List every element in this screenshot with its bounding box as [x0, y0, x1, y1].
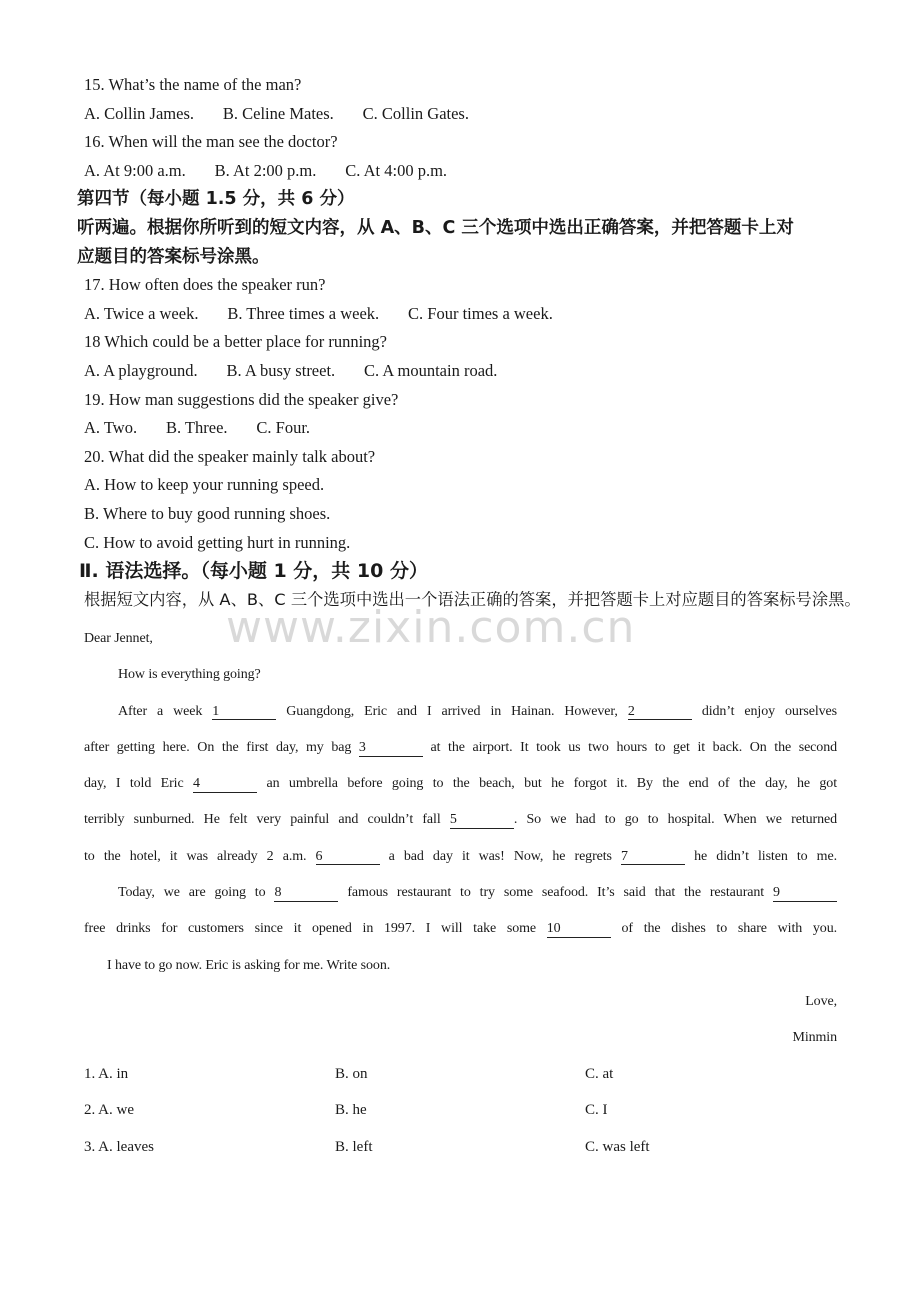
- choice-row: [84, 1056, 874, 1092]
- option-a: 3. A. leaves: [84, 1138, 154, 1155]
- letter-line: After a week 1 Guangdong, Eric and I arrived in Hainan. However, 2 didn’t enjoy ourselves: [118, 703, 837, 719]
- cloze-blank: 9: [773, 886, 837, 902]
- option-a: 2. A. we: [84, 1102, 134, 1119]
- letter-line: after getting here. On the first day, my bag 3 at the airport. It took us two hours to get it back. On the second: [84, 739, 837, 755]
- letter-line: day, I told Eric 4 an umbrella before going to the beach, but he forgot it. By the end of the day, he got: [84, 776, 837, 792]
- option-a: 1. A. in: [84, 1066, 129, 1082]
- text-line: 应题目的答案标号涂黑。: [77, 246, 270, 267]
- letter-line: free drinks for customers since it opened in 1997. I will take some 10 of the dishes to share with you.: [84, 921, 837, 937]
- cloze-blank: 7: [621, 850, 685, 866]
- letter-line: terribly sunburned. He felt very painful and couldn’t fall 5 . So we had to go to hospital. When we returned: [84, 812, 837, 828]
- watermark: www.zixin.com.cn: [226, 602, 636, 653]
- cloze-blank: 1: [212, 705, 276, 721]
- letter-line: to the hotel, it was already 2 a.m. 6 a bad day it was! Now, he regrets 7 he didn’t listen to me.: [84, 848, 837, 864]
- choice-row: [84, 1129, 874, 1165]
- letter-line: How is everything going?: [118, 667, 261, 683]
- cloze-letter-section: [84, 621, 837, 1057]
- text-line: 15. What’s the name of the man?: [84, 75, 302, 94]
- letter-line: Dear Jennet,: [84, 631, 153, 646]
- cloze-blank: 2: [628, 705, 692, 721]
- text-line: 16. When will the man see the doctor?: [84, 132, 338, 152]
- letter-line: I have to go now. Eric is asking for me. Write soon.: [107, 957, 391, 973]
- letter-line: Minmin: [792, 1030, 837, 1046]
- text-line: A. Two. B. Three. C. Four.: [84, 418, 311, 438]
- text-line: 19. How man suggestions did the speaker give?: [84, 389, 399, 409]
- text-line: 17. How often does the speaker run?: [84, 275, 326, 295]
- text-line: 第四节（每小题 1.5 分，共 6 分）: [77, 189, 355, 210]
- listening-questions-section: [77, 71, 908, 614]
- text-line: A. How to keep your running speed.: [84, 475, 325, 495]
- text-line: A. Collin James. B. Celine Mates. C. Collin Gates.: [84, 103, 469, 123]
- text-line: 听两遍。根据你所听到的短文内容，从 A、B、C 三个选项中选出正确答案，并把答题卡上对: [77, 217, 794, 238]
- option-c: C. I: [585, 1102, 608, 1119]
- option-b: B. on: [335, 1066, 368, 1082]
- answer-choices-section: [84, 1056, 874, 1165]
- cloze-blank: 8: [274, 886, 338, 902]
- text-line: A. Twice a week. B. Three times a week. C. Four times a week.: [84, 303, 553, 323]
- option-c: C. was left: [585, 1138, 650, 1155]
- option-b: B. he: [335, 1102, 367, 1119]
- cloze-blank: 10: [547, 922, 611, 938]
- text-line: B. Where to buy good running shoes.: [84, 503, 331, 523]
- letter-line: Today, we are going to 8 famous restaurant to try some seafood. It’s said that the restaurant 9: [84, 875, 837, 911]
- cloze-blank: 4: [193, 777, 257, 793]
- text-line: A. A playground. B. A busy street. C. A mountain road.: [84, 360, 498, 380]
- cloze-blank: 3: [359, 741, 423, 757]
- text-line: 20. What did the speaker mainly talk about?: [84, 446, 376, 466]
- text-line: A. At 9:00 a.m. B. At 2:00 p.m. C. At 4:00 p.m.: [84, 160, 448, 180]
- option-b: B. left: [335, 1138, 373, 1155]
- text-line: 根据短文内容，从 A、B、C 三个选项中选出一个语法正确的答案，并把答题卡上对应题目的答案标号涂黑。: [84, 589, 861, 609]
- text-line: Ⅱ. 语法选择。（每小题 1 分，共 10 分）: [79, 560, 428, 583]
- cloze-blank: 5: [450, 813, 514, 829]
- text-line: C. How to avoid getting hurt in running.: [84, 532, 351, 552]
- letter-line: Love,: [805, 993, 837, 1009]
- option-c: C. at: [585, 1066, 614, 1082]
- choice-row: [84, 1092, 874, 1128]
- text-line: 18 Which could be a better place for running?: [84, 332, 387, 352]
- cloze-blank: 6: [316, 850, 380, 866]
